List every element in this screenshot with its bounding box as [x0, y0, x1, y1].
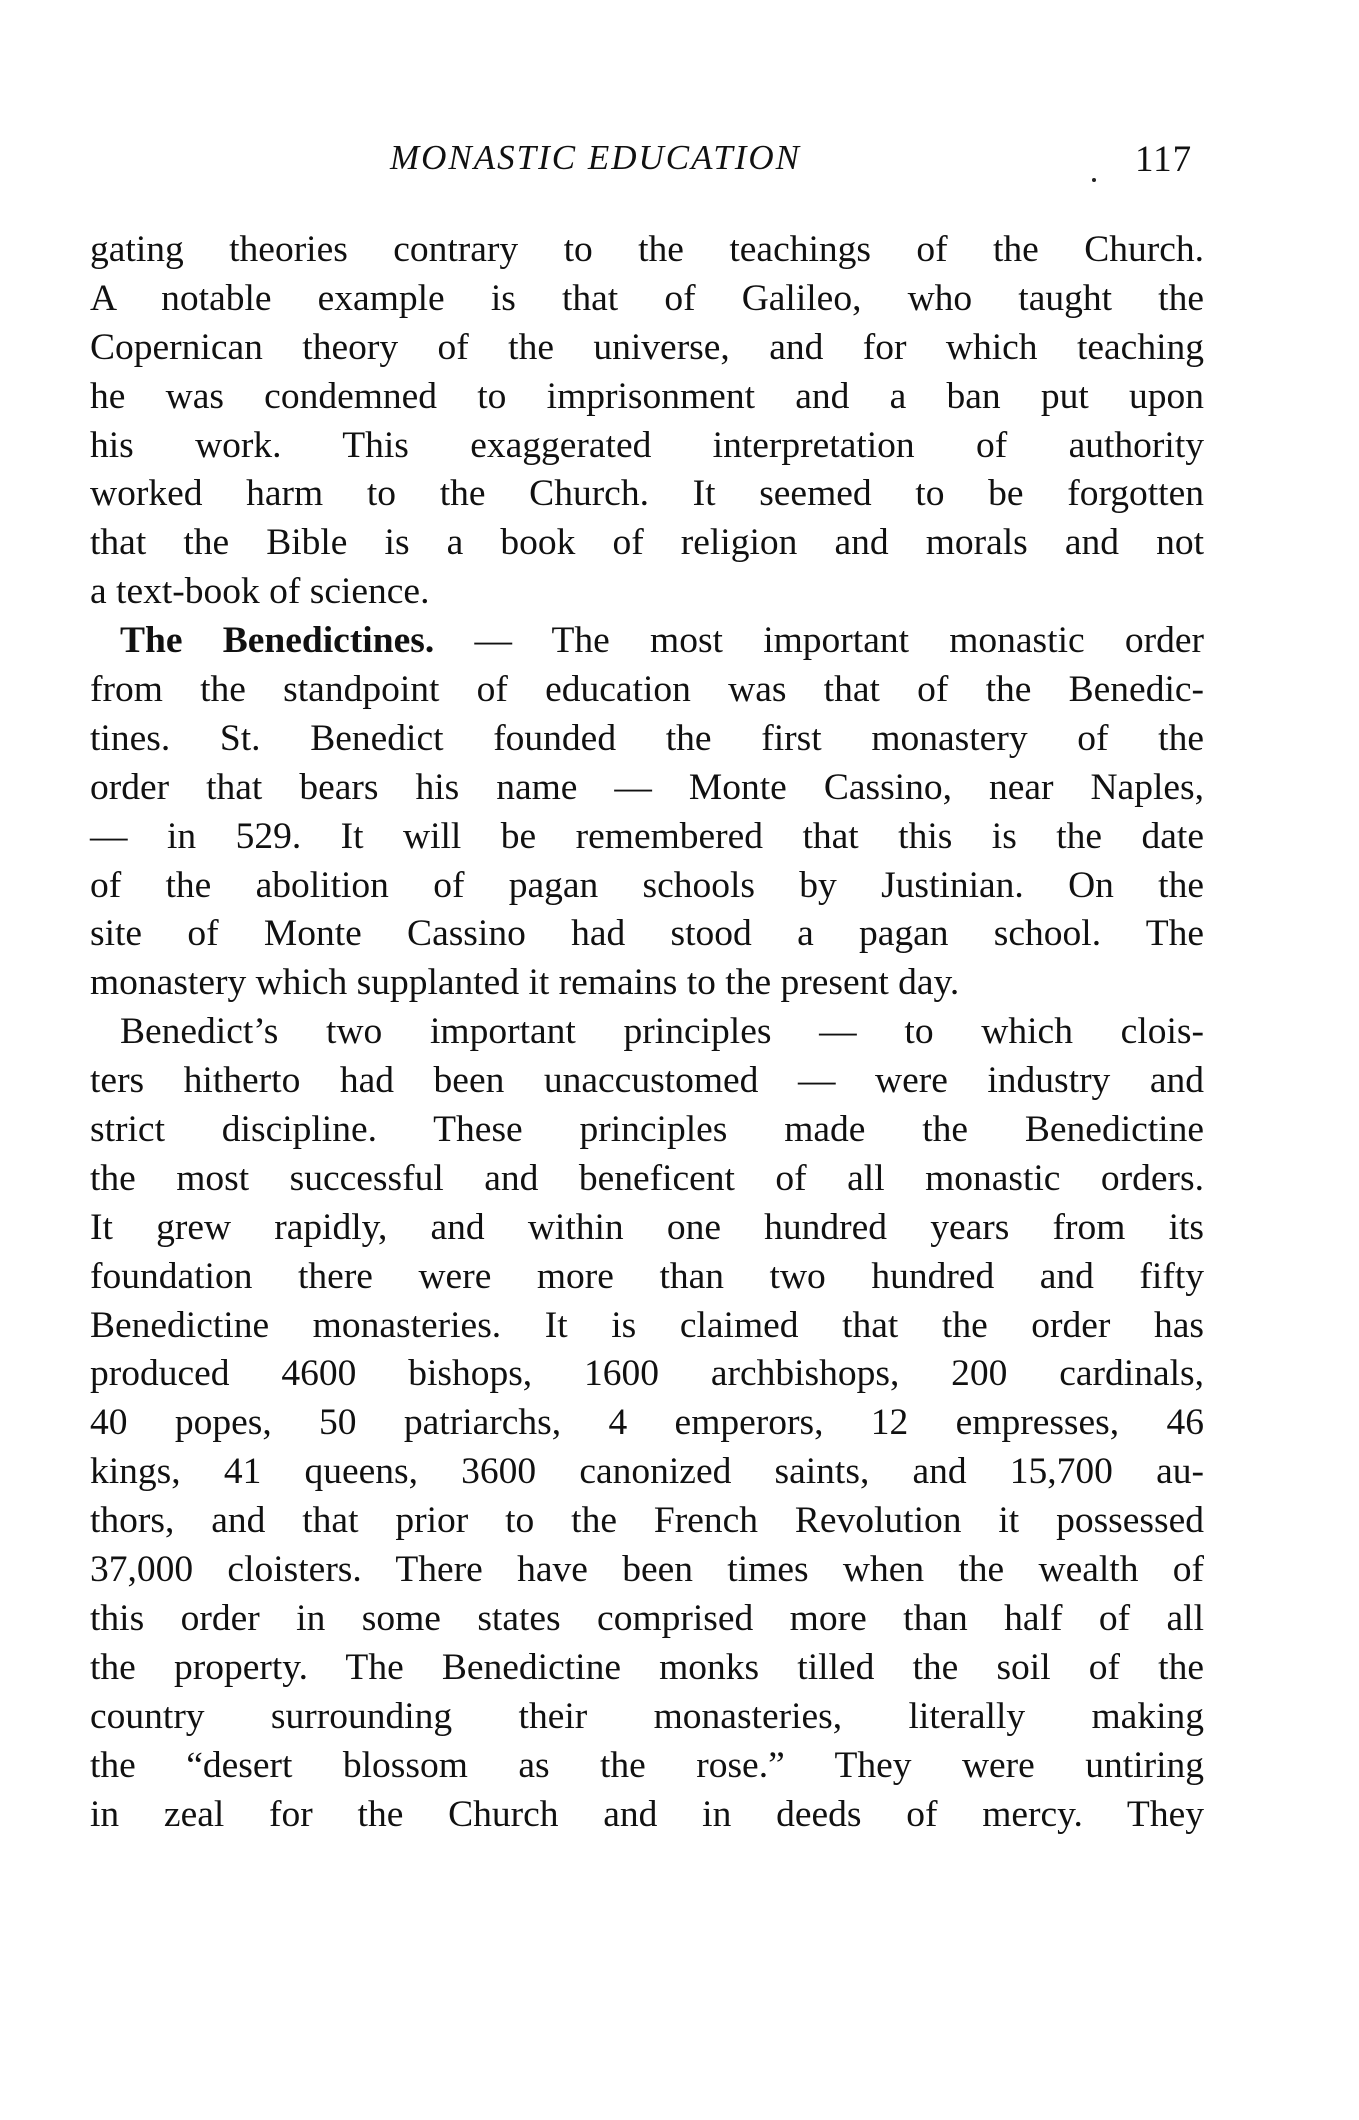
text-line: his work. This exaggerated interpretation of authority [90, 424, 1204, 466]
text-line: the property. The Benedictine monks tilled the soil of the [90, 1646, 1204, 1688]
text-line: the “desert blossom as the rose.” They were untiring [90, 1744, 1204, 1786]
text-line: site of Monte Cassino had stood a pagan school. The [90, 913, 1204, 955]
running-title: MONASTIC EDUCATION [390, 138, 801, 177]
text-line: A notable example is that of Galileo, who taught the [90, 277, 1204, 319]
text-line: this order in some states comprised more than half of all [90, 1597, 1204, 1639]
text-line: strict discipline. These principles made the Benedictine [90, 1109, 1204, 1151]
text-line [90, 617, 1204, 666]
text-line: order that bears his name — Monte Cassino, near Naples, [90, 766, 1204, 808]
running-header [0, 138, 1359, 188]
text-line: Copernican theory of the universe, and for which teaching [90, 326, 1204, 368]
text-line-rest: — The most important monastic order [434, 620, 1204, 662]
text-line: foundation there were more than two hundred and fifty [90, 1255, 1204, 1297]
paragraph-galileo [90, 226, 1204, 617]
text-line: country surrounding their monasteries, literally making [90, 1695, 1204, 1737]
text-line: he was condemned to imprisonment and a ban put upon [90, 375, 1204, 417]
text-line: thors, and that prior to the French Revolution it possessed [90, 1500, 1204, 1542]
text-line: the most successful and beneficent of all monastic orders. [90, 1157, 1204, 1199]
text-line: a text-book of science. [90, 571, 430, 613]
text-line: — in 529. It will be remembered that this is the date [90, 815, 1204, 857]
text-line: tines. St. Benedict founded the first monastery of the [90, 717, 1204, 759]
text-line: 40 popes, 50 patriarchs, 4 emperors, 12 empresses, 46 [90, 1402, 1204, 1444]
text-line: ters hitherto had been unaccustomed — were industry and [90, 1060, 1204, 1102]
text-line: monastery which supplanted it remains to the present day. [90, 962, 960, 1004]
paragraph-benedictines [90, 617, 1204, 1008]
text-line: in zeal for the Church and in deeds of mercy. They [90, 1793, 1204, 1835]
text-line: Benedict’s two important principles — to which clois- [120, 1011, 1204, 1053]
page-body [90, 226, 1204, 1839]
text-line: kings, 41 queens, 3600 canonized saints, and 15,700 au- [90, 1451, 1204, 1493]
text-line: from the standpoint of education was that of the Benedic- [90, 669, 1204, 711]
text-line: that the Bible is a book of religion and morals and not [90, 522, 1204, 564]
text-line: 37,000 cloisters. There have been times when the wealth of [90, 1549, 1204, 1591]
text-line: of the abolition of pagan schools by Justinian. On the [90, 864, 1204, 906]
text-line: Benedictine monasteries. It is claimed that the order has [90, 1304, 1204, 1346]
print-speck [1092, 178, 1096, 182]
text-line: produced 4600 bishops, 1600 archbishops, 200 cardinals, [90, 1353, 1204, 1395]
text-line: It grew rapidly, and within one hundred years from its [90, 1206, 1204, 1248]
section-heading: The Benedictines. [120, 620, 435, 662]
text-line: gating theories contrary to the teachings of the Church. [90, 229, 1204, 270]
paragraph-principles [90, 1008, 1204, 1839]
page-number: 117 [1135, 139, 1193, 180]
text-line: worked harm to the Church. It seemed to be forgotten [90, 473, 1204, 515]
